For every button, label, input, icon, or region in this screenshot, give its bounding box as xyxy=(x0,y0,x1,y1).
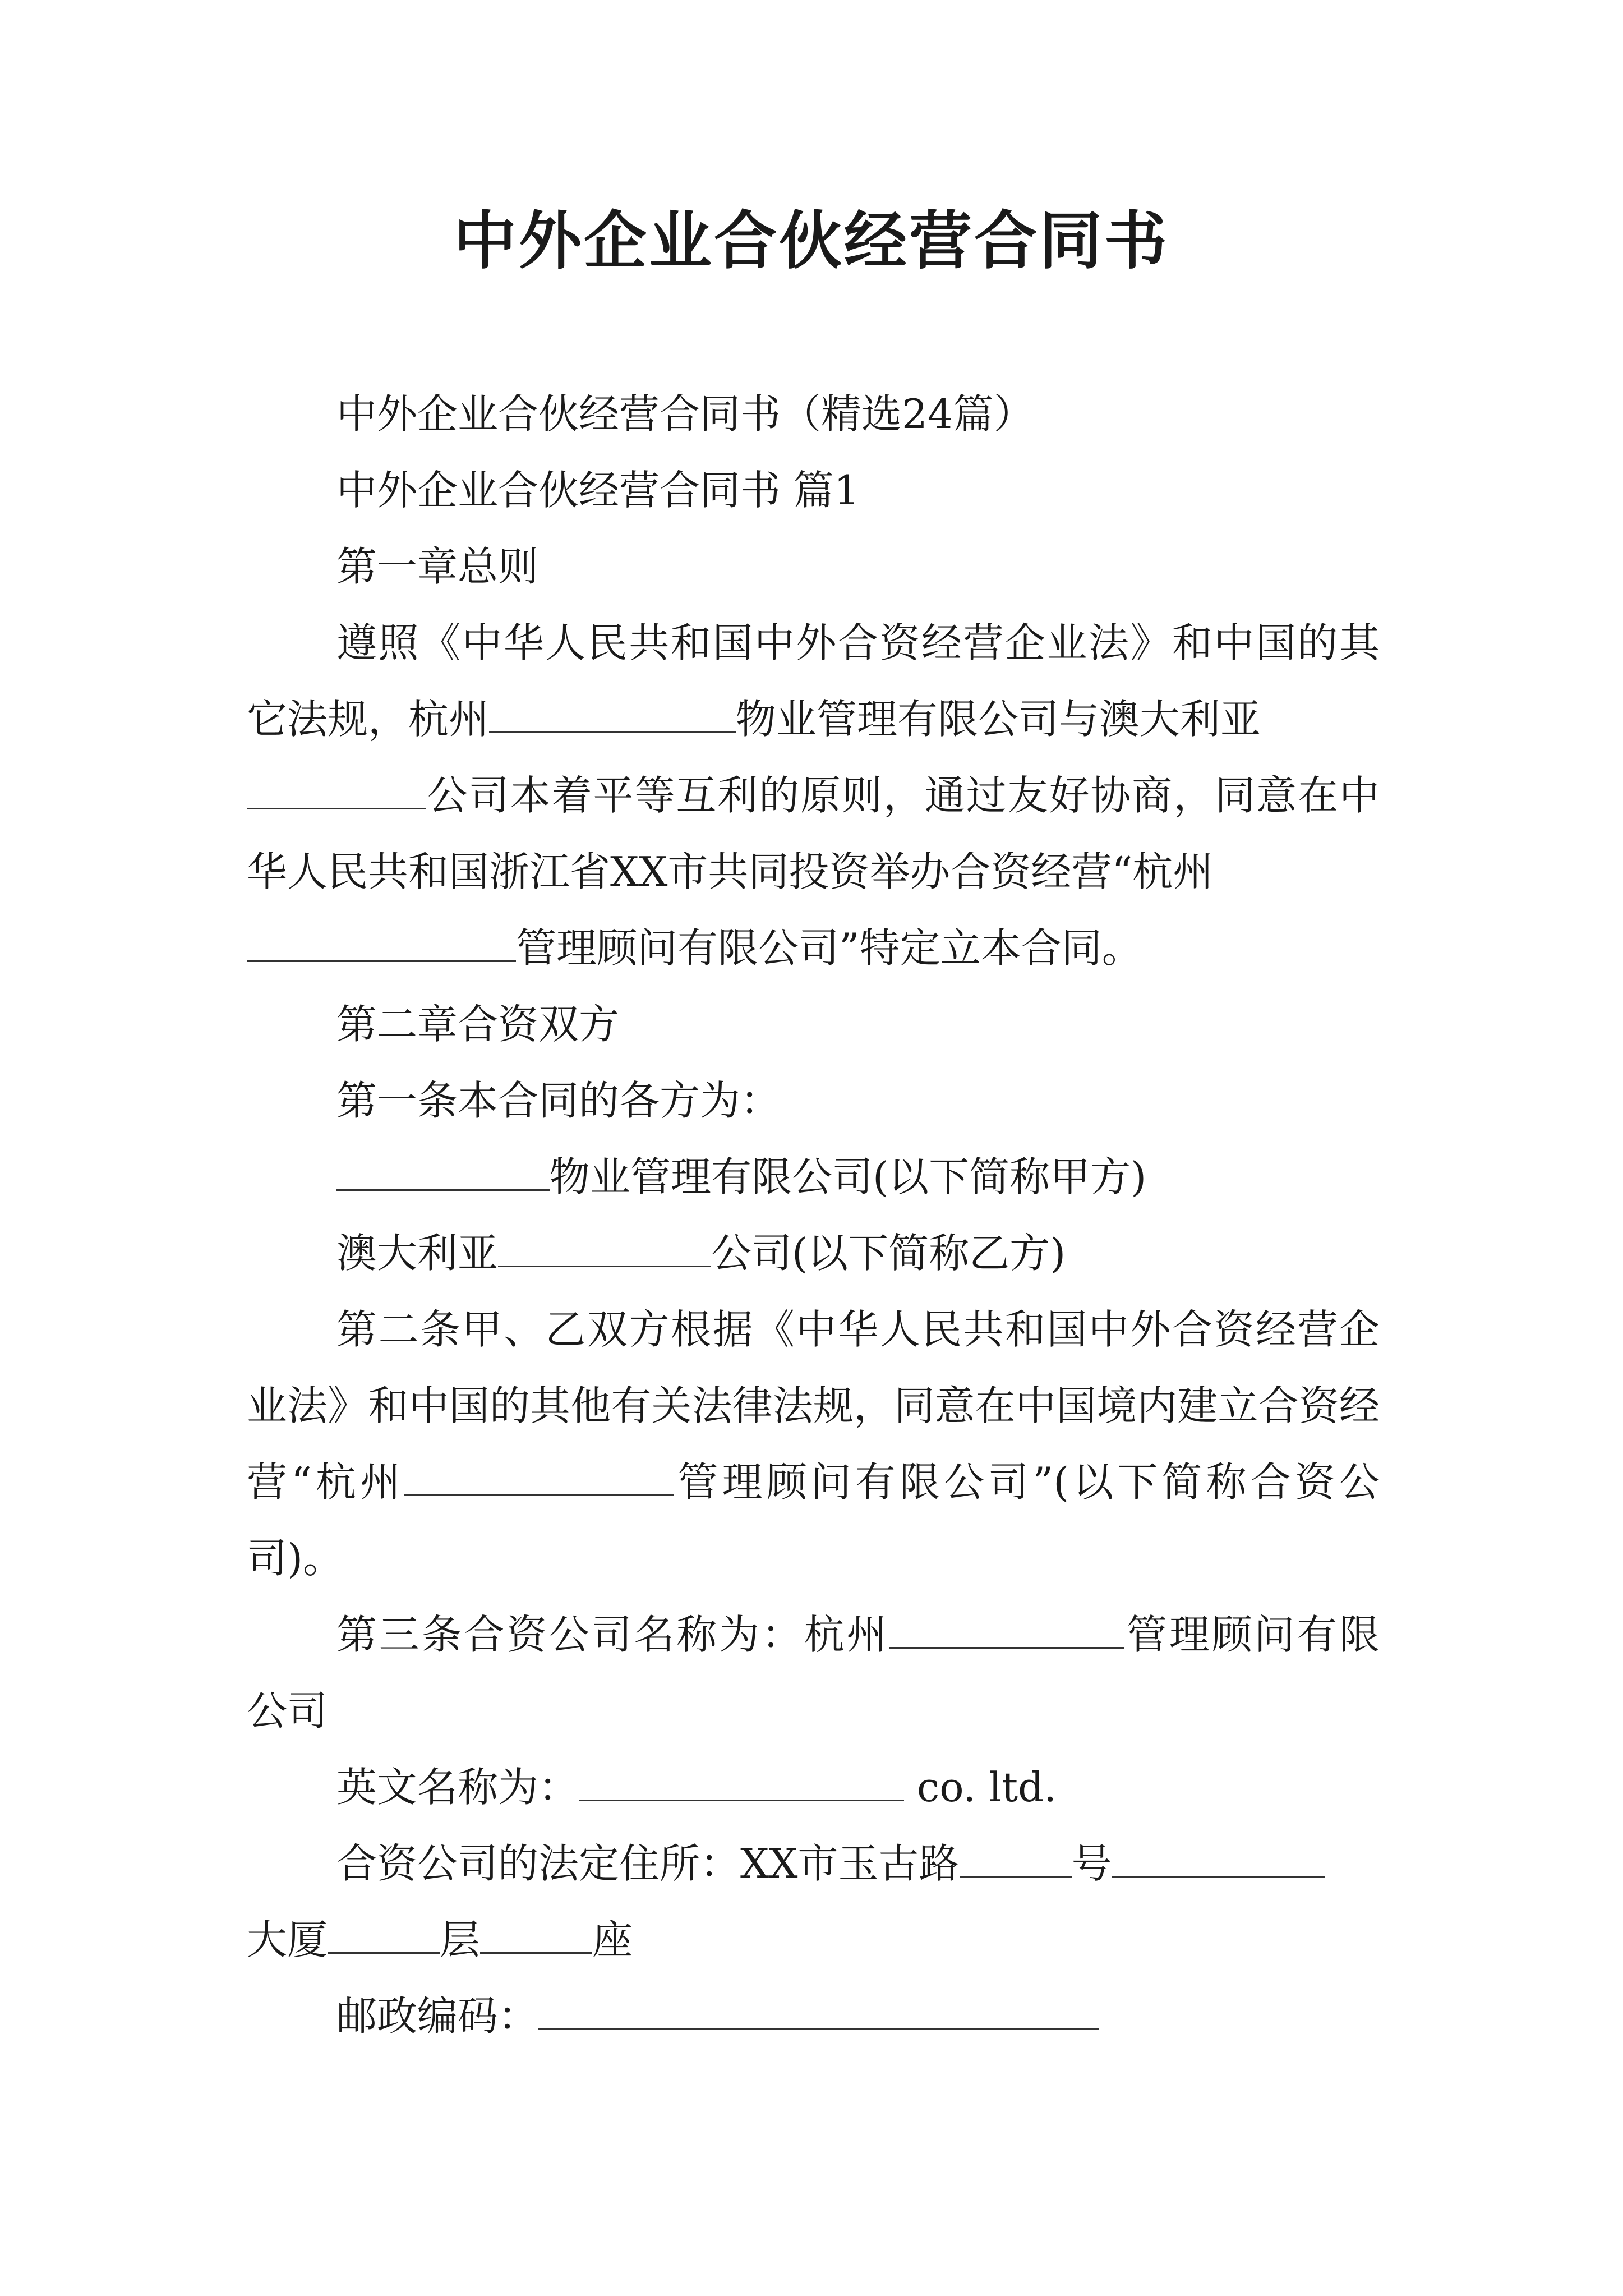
english-name-line xyxy=(247,1749,1380,1825)
address-line xyxy=(247,1825,1380,1978)
blank-field[interactable] xyxy=(498,1229,711,1267)
document-body xyxy=(247,376,1380,2054)
address-seat: 座 xyxy=(592,1916,633,1963)
subtitle-line: 中外企业合伙经营合同书（精选24篇） xyxy=(336,390,1034,438)
blank-field[interactable] xyxy=(247,771,426,809)
blank-field[interactable] xyxy=(538,1992,1099,2030)
article-1: 第一条本合同的各方为： xyxy=(336,1077,781,1124)
address-label: 合资公司的法定住所：XX市玉古路 xyxy=(336,1840,960,1887)
blank-field[interactable] xyxy=(1112,1839,1325,1878)
postal-code-label: 邮政编码： xyxy=(336,1993,539,2040)
paragraph-general-text-b: 物业管理有限公司与澳大利亚 xyxy=(736,696,1261,743)
party-b-text-b: 公司(以下简称乙方) xyxy=(711,1230,1066,1277)
paragraph-general-text-d: 管理顾问有限公司”特定立本合同。 xyxy=(516,924,1142,972)
section-heading: 中外企业合伙经营合同书 篇1 xyxy=(336,467,860,514)
chapter-2-heading: 第二章合资双方 xyxy=(336,1001,620,1048)
blank-field[interactable] xyxy=(489,695,736,733)
paragraph-general xyxy=(247,605,1380,986)
article-3-text-a: 第三条合资公司名称为：杭州 xyxy=(336,1611,889,1658)
blank-field[interactable] xyxy=(404,1458,674,1496)
article-2 xyxy=(247,1291,1380,1596)
address-floor: 层 xyxy=(440,1916,481,1963)
blank-field[interactable] xyxy=(247,924,516,962)
blank-field[interactable] xyxy=(328,1916,440,1954)
blank-field[interactable] xyxy=(889,1611,1124,1649)
article-2-text-b: 管理顾问有限公司”(以下简称合资公司)。 xyxy=(247,1458,1380,1582)
blank-field[interactable] xyxy=(336,1153,550,1191)
party-b-line xyxy=(247,1215,1380,1291)
article-3-text-b: 管理顾问有限公司 xyxy=(247,1611,1380,1734)
address-number: 号 xyxy=(1071,1840,1112,1887)
chapter-1-heading: 第一章总则 xyxy=(336,543,539,590)
address-building: 大厦 xyxy=(247,1916,328,1963)
article-3 xyxy=(247,1596,1380,1749)
document-title: 中外企业合伙经营合同书 xyxy=(454,204,1169,278)
blank-field[interactable] xyxy=(960,1839,1072,1878)
paragraph-general-text-a: 遵照《中华人民共和国中外合资经营企业法》和中国的其它法规，杭州 xyxy=(247,619,1380,743)
english-name-suffix: co. ltd. xyxy=(904,1764,1057,1811)
party-a-line xyxy=(247,1139,1380,1215)
party-a-text: 物业管理有限公司(以下简称甲方) xyxy=(550,1153,1147,1200)
blank-field[interactable] xyxy=(480,1916,592,1954)
blank-field[interactable] xyxy=(579,1763,904,1801)
article-2-text-a: 第二条甲、乙双方根据《中华人民共和国中外合资经营企业法》和中国的其他有关法律法规，同意在中国境内建立合资经营“杭州 xyxy=(247,1306,1380,1506)
postal-code-line xyxy=(247,1978,1380,2054)
paragraph-general-text-c: 公司本着平等互利的原则，通过友好协商，同意在中华人民共和国浙江省XX市共同投资举办合资经营“杭州 xyxy=(247,772,1380,895)
english-name-label: 英文名称为： xyxy=(336,1764,579,1811)
party-b-text-a: 澳大利亚 xyxy=(336,1230,499,1277)
